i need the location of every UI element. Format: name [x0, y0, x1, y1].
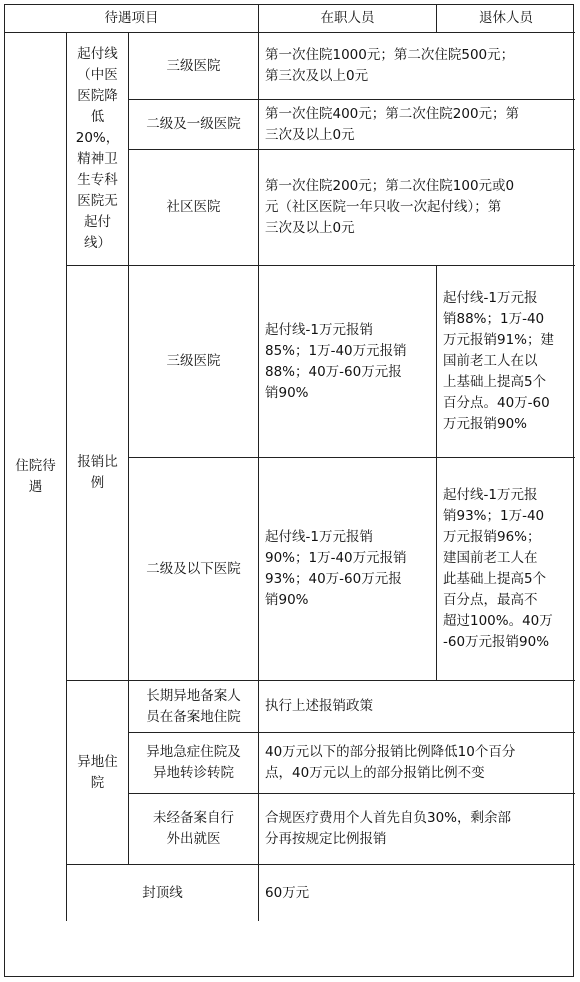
deductible-value-cell	[259, 33, 575, 100]
deductible-value-cell	[259, 150, 575, 266]
offsite-value-cell	[259, 681, 575, 733]
cap-label-cell	[67, 865, 259, 921]
offsite-label: 异地住 院	[77, 753, 118, 791]
reimbursement-level: 三级医院	[166, 353, 221, 369]
reimbursement-level-cell	[129, 458, 259, 681]
offsite-type: 长期异地备案人 员在备案地住院	[146, 687, 241, 725]
reimbursement-retired-value: 起付线-1万元报 销88%；1万-40 万元报销91%；建 国前老工人在以 上基础上提高5个 百分点。40万-60 万元报销90%	[443, 290, 555, 432]
deductible-cell	[67, 33, 129, 266]
cap-value: 60万元	[265, 884, 310, 901]
reimbursement-level-cell	[129, 266, 259, 458]
cap-value-cell	[259, 865, 575, 921]
offsite-type-cell	[129, 794, 259, 865]
offsite-value: 40万元以下的部分报销比例降低10个百分 点，40万元以上的部分报销比例不变	[265, 744, 516, 781]
header-retired	[437, 5, 575, 33]
offsite-value-cell	[259, 794, 575, 865]
deductible-value: 第一次住院1000元；第二次住院500元； 第三次及以上0元	[265, 47, 515, 84]
reimbursement-level: 二级及以下医院	[146, 560, 241, 577]
header-employed	[259, 5, 437, 33]
reimbursement-employed-cell	[259, 458, 437, 681]
offsite-value-cell	[259, 733, 575, 794]
deductible-level: 社区医院	[166, 199, 221, 215]
deductible-label: 起付线 （中医 医院降 低 20%， 精神卫 生专科 医院无 起付 线）	[75, 46, 120, 251]
deductible-level-cell	[129, 100, 259, 150]
reimbursement-retired-cell	[437, 266, 575, 458]
offsite-cell	[67, 681, 129, 865]
hospital-benefit-label: 住院待遇	[15, 458, 56, 495]
reimbursement-label: 报销比 例	[77, 454, 118, 491]
offsite-type: 异地急症住院及 异地转诊转院	[146, 744, 241, 781]
offsite-value: 合规医疗费用个人首先自负30%，剩余部 分再按规定比例报销	[265, 810, 512, 847]
deductible-level-cell	[129, 150, 259, 266]
reimbursement-cell	[67, 266, 129, 681]
deductible-level-cell	[129, 33, 259, 100]
header-item-label: 待遇项目	[104, 10, 159, 26]
header-item	[5, 5, 259, 33]
reimbursement-employed-value: 起付线-1万元报销 85%；1万-40万元报销 88%；40万-60万元报 销90%	[265, 321, 407, 401]
reimbursement-retired-value: 起付线-1万元报 销93%；1万-40 万元报销96%； 建国前老工人在 此基础上提高5个 百分点，最高不 超过100%。40万 -60万元报销90%	[443, 487, 553, 650]
reimbursement-retired-cell	[437, 458, 575, 681]
deductible-value-cell	[259, 100, 575, 150]
deductible-value: 第一次住院400元；第二次住院200元；第 三次及以上0元	[265, 105, 520, 143]
cap-label: 封顶线	[142, 884, 183, 901]
hospital-benefit-cell	[5, 33, 67, 921]
offsite-type: 未经备案自行 外出就医	[153, 810, 234, 847]
reimbursement-employed-value: 起付线-1万元报销 90%；1万-40万元报销 93%；40万-60万元报 销90%	[265, 529, 407, 608]
header-employed-label: 在职人员	[320, 10, 375, 26]
deductible-level: 二级及一级医院	[146, 116, 241, 132]
header-retired-label: 退休人员	[479, 10, 533, 26]
reimbursement-employed-cell	[259, 266, 437, 458]
benefits-table	[4, 4, 574, 977]
offsite-type-cell	[129, 733, 259, 794]
deductible-value: 第一次住院200元；第二次住院100元或0 元（社区医院一年只收一次起付线）；第 三次及以上0元	[265, 178, 515, 236]
deductible-level: 三级医院	[166, 57, 221, 74]
offsite-type-cell	[129, 681, 259, 733]
offsite-value: 执行上述报销政策	[265, 698, 373, 714]
